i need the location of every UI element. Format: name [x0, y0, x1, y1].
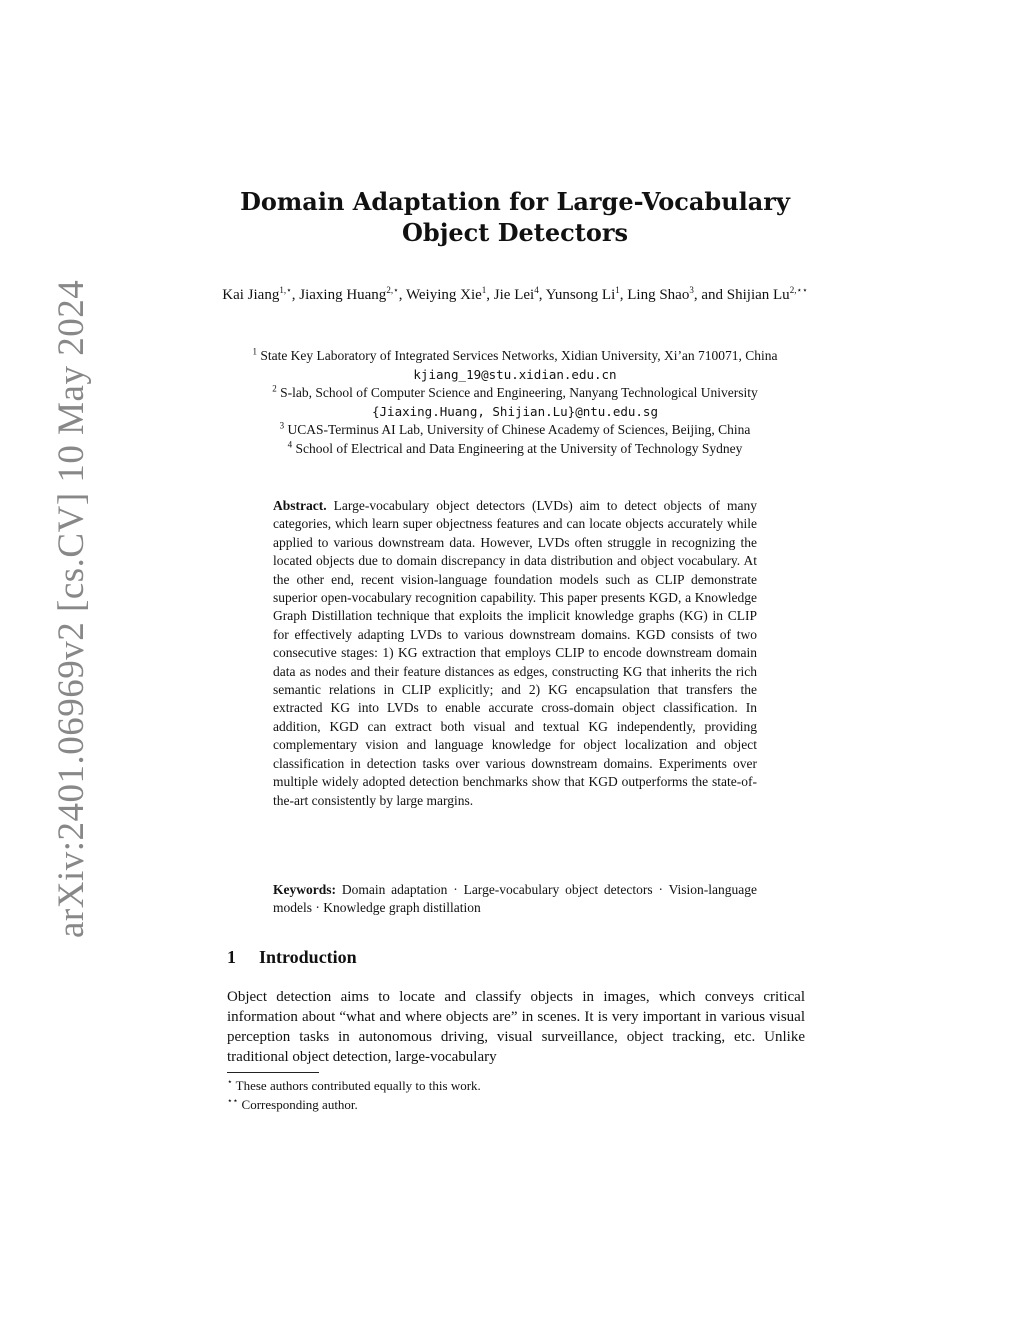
- footnote-2: [227, 1096, 481, 1115]
- section-title: Introduction: [259, 947, 357, 967]
- author-name: Kai Jiang: [222, 287, 280, 303]
- intro-paragraph: Object detection aims to locate and classify objects in images, which conveys critical information about “what and where objects are” in scenes. It is very important in various visual perception tasks in autonomous driving, visual surveillance, object tracking, etc. Unlike traditional object detection, large-vocabulary: [227, 989, 805, 1065]
- affiliation-2: [215, 384, 815, 421]
- author-name: Jie Lei: [493, 287, 535, 303]
- affiliation-text: State Key Laboratory of Integrated Services Networks, Xidian University, Xi’an 710071, China: [260, 348, 778, 363]
- affiliation-mark: 1: [252, 346, 257, 357]
- abstract: [273, 497, 757, 810]
- author-mark: 4: [534, 285, 539, 295]
- footnote-text: These authors contributed equally to this work.: [235, 1078, 481, 1093]
- author-name: Ling Shao: [627, 287, 690, 303]
- affiliation-email[interactable]: {Jiaxing.Huang, Shijian.Lu}@ntu.edu.sg: [372, 403, 658, 419]
- author-mark: 3: [689, 285, 694, 295]
- section-number: 1: [227, 947, 236, 967]
- affiliation-1: [215, 347, 815, 384]
- footnote-divider: [227, 1072, 319, 1073]
- affiliation-text: S-lab, School of Computer Science and Engineering, Nanyang Technological University: [280, 385, 758, 400]
- footnote-mark: ⋆: [227, 1076, 233, 1087]
- footnote-mark: ⋆⋆: [227, 1095, 239, 1106]
- affiliation-mark: 3: [279, 420, 285, 431]
- author-name: Shijian Lu: [726, 287, 790, 303]
- keywords-label: Keywords:: [273, 882, 336, 897]
- affiliation-3: [215, 421, 815, 440]
- author-mark: 2,⋆: [386, 285, 399, 295]
- affiliation-mark: 2: [272, 383, 277, 394]
- affiliation-text: UCAS-Terminus AI Lab, University of Chinese Academy of Sciences, Beijing, China: [287, 422, 751, 437]
- paper-title: Domain Adaptation for Large-Vocabulary Object Detectors: [240, 187, 790, 247]
- author-conjunction: and: [701, 287, 724, 303]
- footnote-1: [227, 1077, 481, 1096]
- affiliation-4: [215, 440, 815, 459]
- author-name: Weiying Xie: [405, 287, 482, 303]
- author-list: Kai Jiang$^{1,⋆}$, Jiaxing Huang$^{2,⋆}$, Weiying Xie$^1$, Jie Lei$^4$, Yunsong Li$^1$, Ling Shao$^3$, and Shijian $Lu^{2,⋆⋆}$: [222, 285, 808, 303]
- author-name: Jiaxing Huang: [299, 287, 387, 303]
- section-heading: [227, 947, 357, 968]
- author-name: Yunsong Li: [545, 287, 616, 303]
- author-mark: 1,⋆: [279, 285, 292, 295]
- abstract-label: Abstract.: [273, 498, 327, 513]
- footnotes: [227, 1077, 481, 1114]
- footnote-text: Corresponding author.: [241, 1096, 358, 1112]
- affiliation-email[interactable]: kjiang_19@stu.xidian.edu.cn: [413, 366, 617, 382]
- affiliation-text: School of Electrical and Data Engineering at the University of Technology Sydney: [295, 440, 743, 456]
- abstract-text: Large-vocabulary object detectors (LVDs) aim to detect objects of many categories, which learn super objectness features and can locate objects accurately while applied to various downstream data. However, LVDs often struggle in recognizing the located objects due to domain discrepancy in data distribution and object vocabulary. At the other end, recent vision-language foundation models such as CLIP demonstrate superior open-vocabulary recognition capability. This paper presents KGD, a Knowledge Graph Distillation technique that exploits the implicit knowledge graphs (KG) in CLIP for effectively adapting LVDs to various downstream domains. KGD consists of two consecutive stages: 1) KG extraction that employs CLIP to encode downstream domain data as nodes and their feature distances as edges, constructing KG that inherits the rich semantic relations in CLIP explicitly; and 2) KG encapsulation that transfers the extracted KG into LVDs to enable accurate cross-domain object classification. In addition, KGD can extract both visual and textual KG independently, providing complementary vision and language knowledge for object localization and object classification in detection tasks over various downstream domains. Experiments over multiple widely adopted detection benchmarks show that KGD outperforms the state-of-the-art consistently by large margins.: [273, 498, 757, 808]
- author-mark: 1: [481, 285, 487, 295]
- author-mark: 1: [615, 285, 620, 295]
- keywords-text: Domain adaptation · Large-vocabulary object detectors · Vision-language models · Knowledge graph distillation: [273, 882, 758, 916]
- affiliation-mark: 4: [287, 439, 293, 449]
- arxiv-identifier: arXiv:2401.06969v2 [cs.CV] 10 May 2024: [51, 279, 92, 938]
- author-mark: 2,⋆⋆: [789, 285, 808, 295]
- affiliations: [215, 347, 815, 458]
- keywords: [273, 881, 757, 918]
